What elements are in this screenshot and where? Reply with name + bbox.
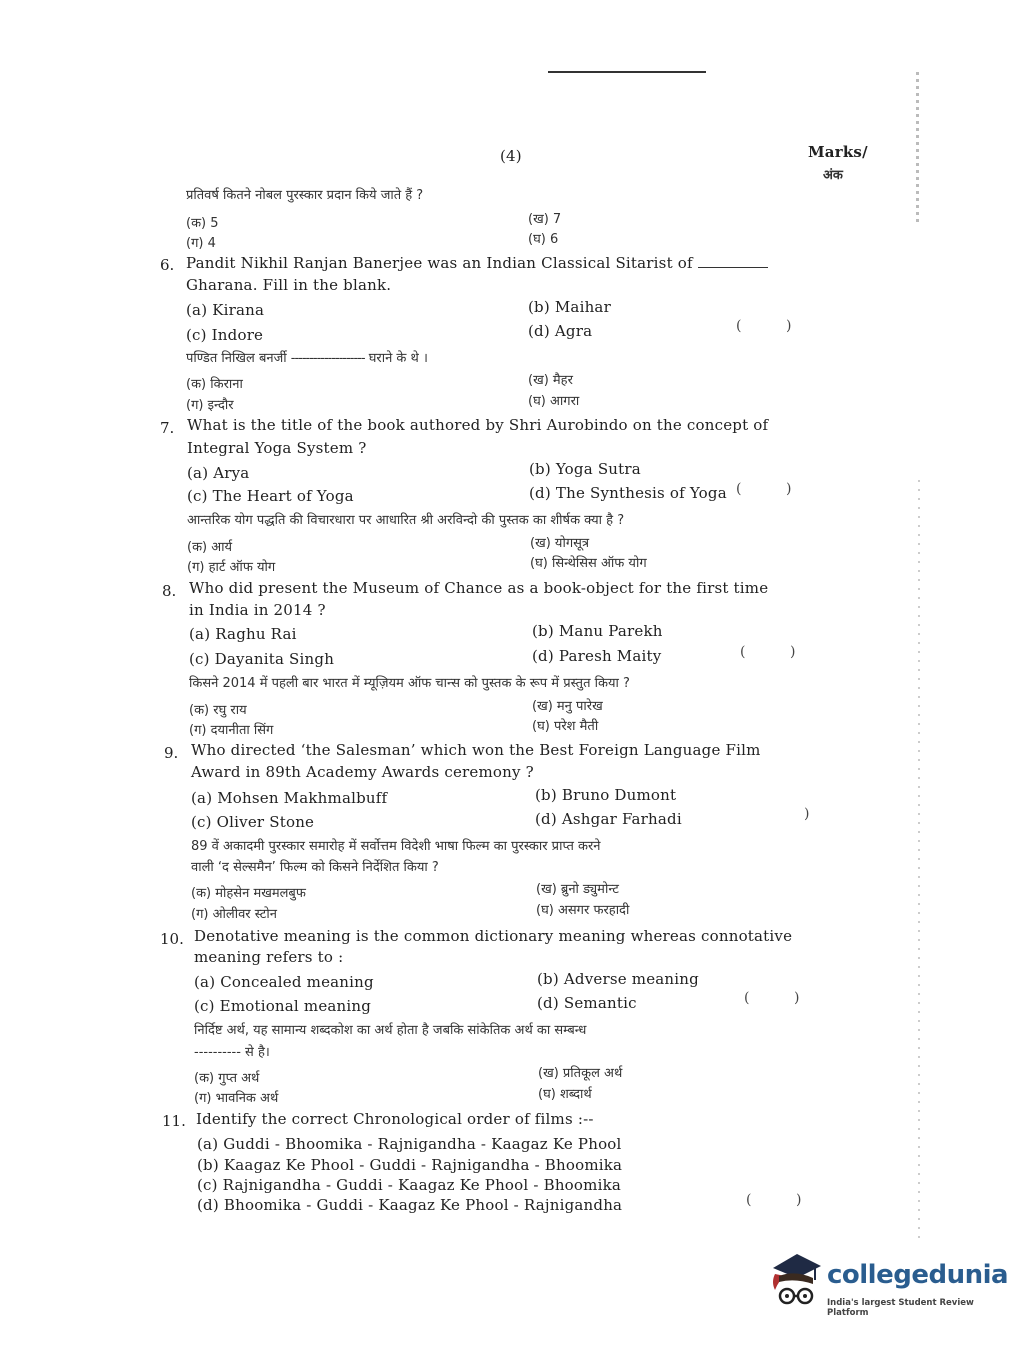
scan-edge-mark-lower: [918, 480, 920, 1240]
q8-option-ga: (ग) दयानीता सिंग: [189, 723, 274, 738]
q7-hindi-question: आन्तरिक योग पद्धति की विचारधारा पर आधारित श्री अरविन्दो की पुस्तक का शीर्षक क्या है ?: [187, 513, 625, 528]
q6-question-line1: Pandit Nikhil Ranjan Banerjee was an Indian Classical Sitarist of: [186, 254, 768, 272]
q7-number: 7.: [160, 419, 175, 437]
q7-question-line1: What is the title of the book authored by Shri Aurobindo on the concept of: [187, 416, 769, 434]
q7-option-a: (a) Arya: [187, 464, 250, 482]
page-number: (4): [500, 147, 522, 165]
q11-answer-bracket: ( ): [746, 1192, 802, 1208]
q10-hindi-question-line2: ---------- से है।: [194, 1045, 270, 1060]
q5-option-gha: (घ) 6: [528, 232, 559, 247]
q8-number: 8.: [162, 582, 177, 600]
q10-option-c: (c) Emotional meaning: [194, 997, 372, 1015]
q9-hindi-question-line2: वाली ‘द सेल्समैन’ फिल्म को किसने निर्देशित किया ?: [191, 860, 439, 875]
q6-question-line2: Gharana. Fill in the blank.: [186, 276, 392, 294]
q9-option-d: (d) Ashgar Farhadi: [535, 810, 682, 828]
q8-answer-bracket: ( ): [740, 644, 796, 660]
marks-label: Marks/: [808, 143, 868, 161]
q8-hindi-question: किसने 2014 में पहली बार भारत में म्यूज़ियम ऑफ चान्स को पुस्तक के रूप में प्रस्तुत किया ?: [189, 676, 630, 691]
q10-option-a: (a) Concealed meaning: [194, 973, 374, 991]
scan-edge-mark: [916, 72, 919, 222]
q7-option-b: (b) Yoga Sutra: [529, 460, 641, 478]
q6-option-ka: (क) किराना: [186, 377, 243, 392]
q5-option-ka: (क) 5: [186, 216, 219, 231]
q11-option-a: (a) Guddi - Bhoomika - Rajnigandha - Kaagaz Ke Phool: [197, 1135, 622, 1153]
q9-option-a: (a) Mohsen Makhmalbuff: [191, 789, 388, 807]
q8-option-b: (b) Manu Parekh: [532, 622, 663, 640]
q10-hindi-question-line1: निर्दिष्ट अर्थ, यह सामान्य शब्दकोश का अर्थ होता है जबकि सांकेतिक अर्थ का सम्बन्ध: [194, 1023, 587, 1038]
q10-option-ga: (ग) भावनिक अर्थ: [194, 1091, 279, 1106]
brand-tagline: India's largest Student Review Platform: [827, 1298, 974, 1318]
q8-option-ka: (क) रघु राय: [189, 703, 247, 718]
q11-question: Identify the correct Chronological order of films :--: [196, 1110, 594, 1128]
q8-question-line1: Who did present the Museum of Chance as a book-object for the first time: [189, 579, 769, 597]
brand-name: collegedunia: [827, 1260, 1009, 1290]
q10-answer-bracket: ( ): [744, 990, 800, 1006]
q7-option-kha: (ख) योगसूत्र: [530, 536, 590, 551]
q7-option-ka: (क) आर्य: [187, 540, 233, 555]
q6-number: 6.: [160, 256, 175, 274]
q8-option-gha: (घ) परेश मैती: [532, 719, 599, 734]
q6-option-gha: (घ) आगरा: [528, 394, 580, 409]
q6-answer-bracket: ( ): [736, 318, 792, 334]
q9-option-gha: (घ) असगर फरहादी: [536, 903, 630, 918]
q10-option-b: (b) Adverse meaning: [537, 970, 699, 988]
marks-label-hindi: अंक: [823, 168, 843, 183]
q9-answer-bracket: ): [804, 806, 810, 822]
q10-option-d: (d) Semantic: [537, 994, 637, 1012]
q5-option-ga: (ग) 4: [186, 236, 216, 251]
q9-option-ga: (ग) ओलीवर स्टोन: [191, 907, 277, 922]
q7-option-gha: (घ) सिन्थेसिस ऑफ योग: [530, 556, 647, 571]
q6-option-c: (c) Indore: [186, 326, 264, 344]
q9-question-line2: Award in 89th Academy Awards ceremony ?: [191, 763, 534, 781]
q10-option-kha: (ख) प्रतिकूल अर्थ: [538, 1066, 623, 1081]
collegedunia-watermark: [765, 1250, 1009, 1325]
q8-question-line2: in India in 2014 ?: [189, 601, 326, 619]
q7-question-line2: Integral Yoga System ?: [187, 439, 367, 457]
q6-hindi-question: पण्डित निखिल बनर्जी -------------------- घराने के थे ।: [186, 351, 428, 366]
q7-option-ga: (ग) हार्ट ऑफ योग: [187, 560, 276, 575]
q11-option-b: (b) Kaagaz Ke Phool - Guddi - Rajnigandha - Bhoomika: [197, 1156, 623, 1174]
q6-option-d: (d) Agra: [528, 322, 593, 340]
q8-option-d: (d) Paresh Maity: [532, 647, 662, 665]
q9-question-line1: Who directed ‘the Salesman’ which won the Best Foreign Language Film: [191, 741, 761, 759]
q6-option-b: (b) Maihar: [528, 298, 611, 316]
q9-option-b: (b) Bruno Dumont: [535, 786, 677, 804]
q11-option-c: (c) Rajnigandha - Guddi - Kaagaz Ke Phool - Bhoomika: [197, 1176, 621, 1194]
q9-option-c: (c) Oliver Stone: [191, 813, 315, 831]
q8-option-kha: (ख) मनु पारेख: [532, 699, 603, 714]
q7-option-c: (c) The Heart of Yoga: [187, 487, 354, 505]
q8-option-a: (a) Raghu Rai: [189, 625, 297, 643]
q9-option-ka: (क) मोहसेन मखमलबुफ: [191, 886, 306, 901]
q11-option-d: (d) Bhoomika - Guddi - Kaagaz Ke Phool - Rajnigandha: [197, 1196, 623, 1214]
q10-question-line1: Denotative meaning is the common dictionary meaning whereas connotative: [194, 927, 793, 945]
q10-option-gha: (घ) शब्दार्थ: [538, 1087, 592, 1102]
q8-option-c: (c) Dayanita Singh: [189, 650, 335, 668]
q5-hindi-question: प्रतिवर्ष कितने नोबल पुरस्कार प्रदान किये जाते हैं ?: [186, 188, 424, 203]
q10-option-ka: (क) गुप्त अर्थ: [194, 1071, 260, 1086]
q7-option-d: (d) The Synthesis of Yoga: [529, 484, 727, 502]
q9-number: 9.: [164, 744, 179, 762]
mascot-icon: [765, 1250, 825, 1320]
q10-question-line2: meaning refers to :: [194, 948, 344, 966]
q9-hindi-question-line1: 89 वें अकादमी पुरस्कार समारोह में सर्वोत्तम विदेशी भाषा फिल्म का पुरस्कार प्राप्त करने: [191, 839, 601, 854]
top-rule: [548, 71, 706, 73]
q10-number: 10.: [160, 930, 184, 948]
q6-option-ga: (ग) इन्दौर: [186, 398, 234, 413]
q9-option-kha: (ख) ब्रुनो ड्युमोन्ट: [536, 882, 619, 897]
q7-answer-bracket: ( ): [736, 481, 792, 497]
q6-fill-blank: [698, 255, 768, 268]
q6-option-kha: (ख) मैहर: [528, 373, 573, 388]
q11-number: 11.: [162, 1112, 186, 1130]
q5-option-kha: (ख) 7: [528, 212, 562, 227]
q6-option-a: (a) Kirana: [186, 301, 265, 319]
